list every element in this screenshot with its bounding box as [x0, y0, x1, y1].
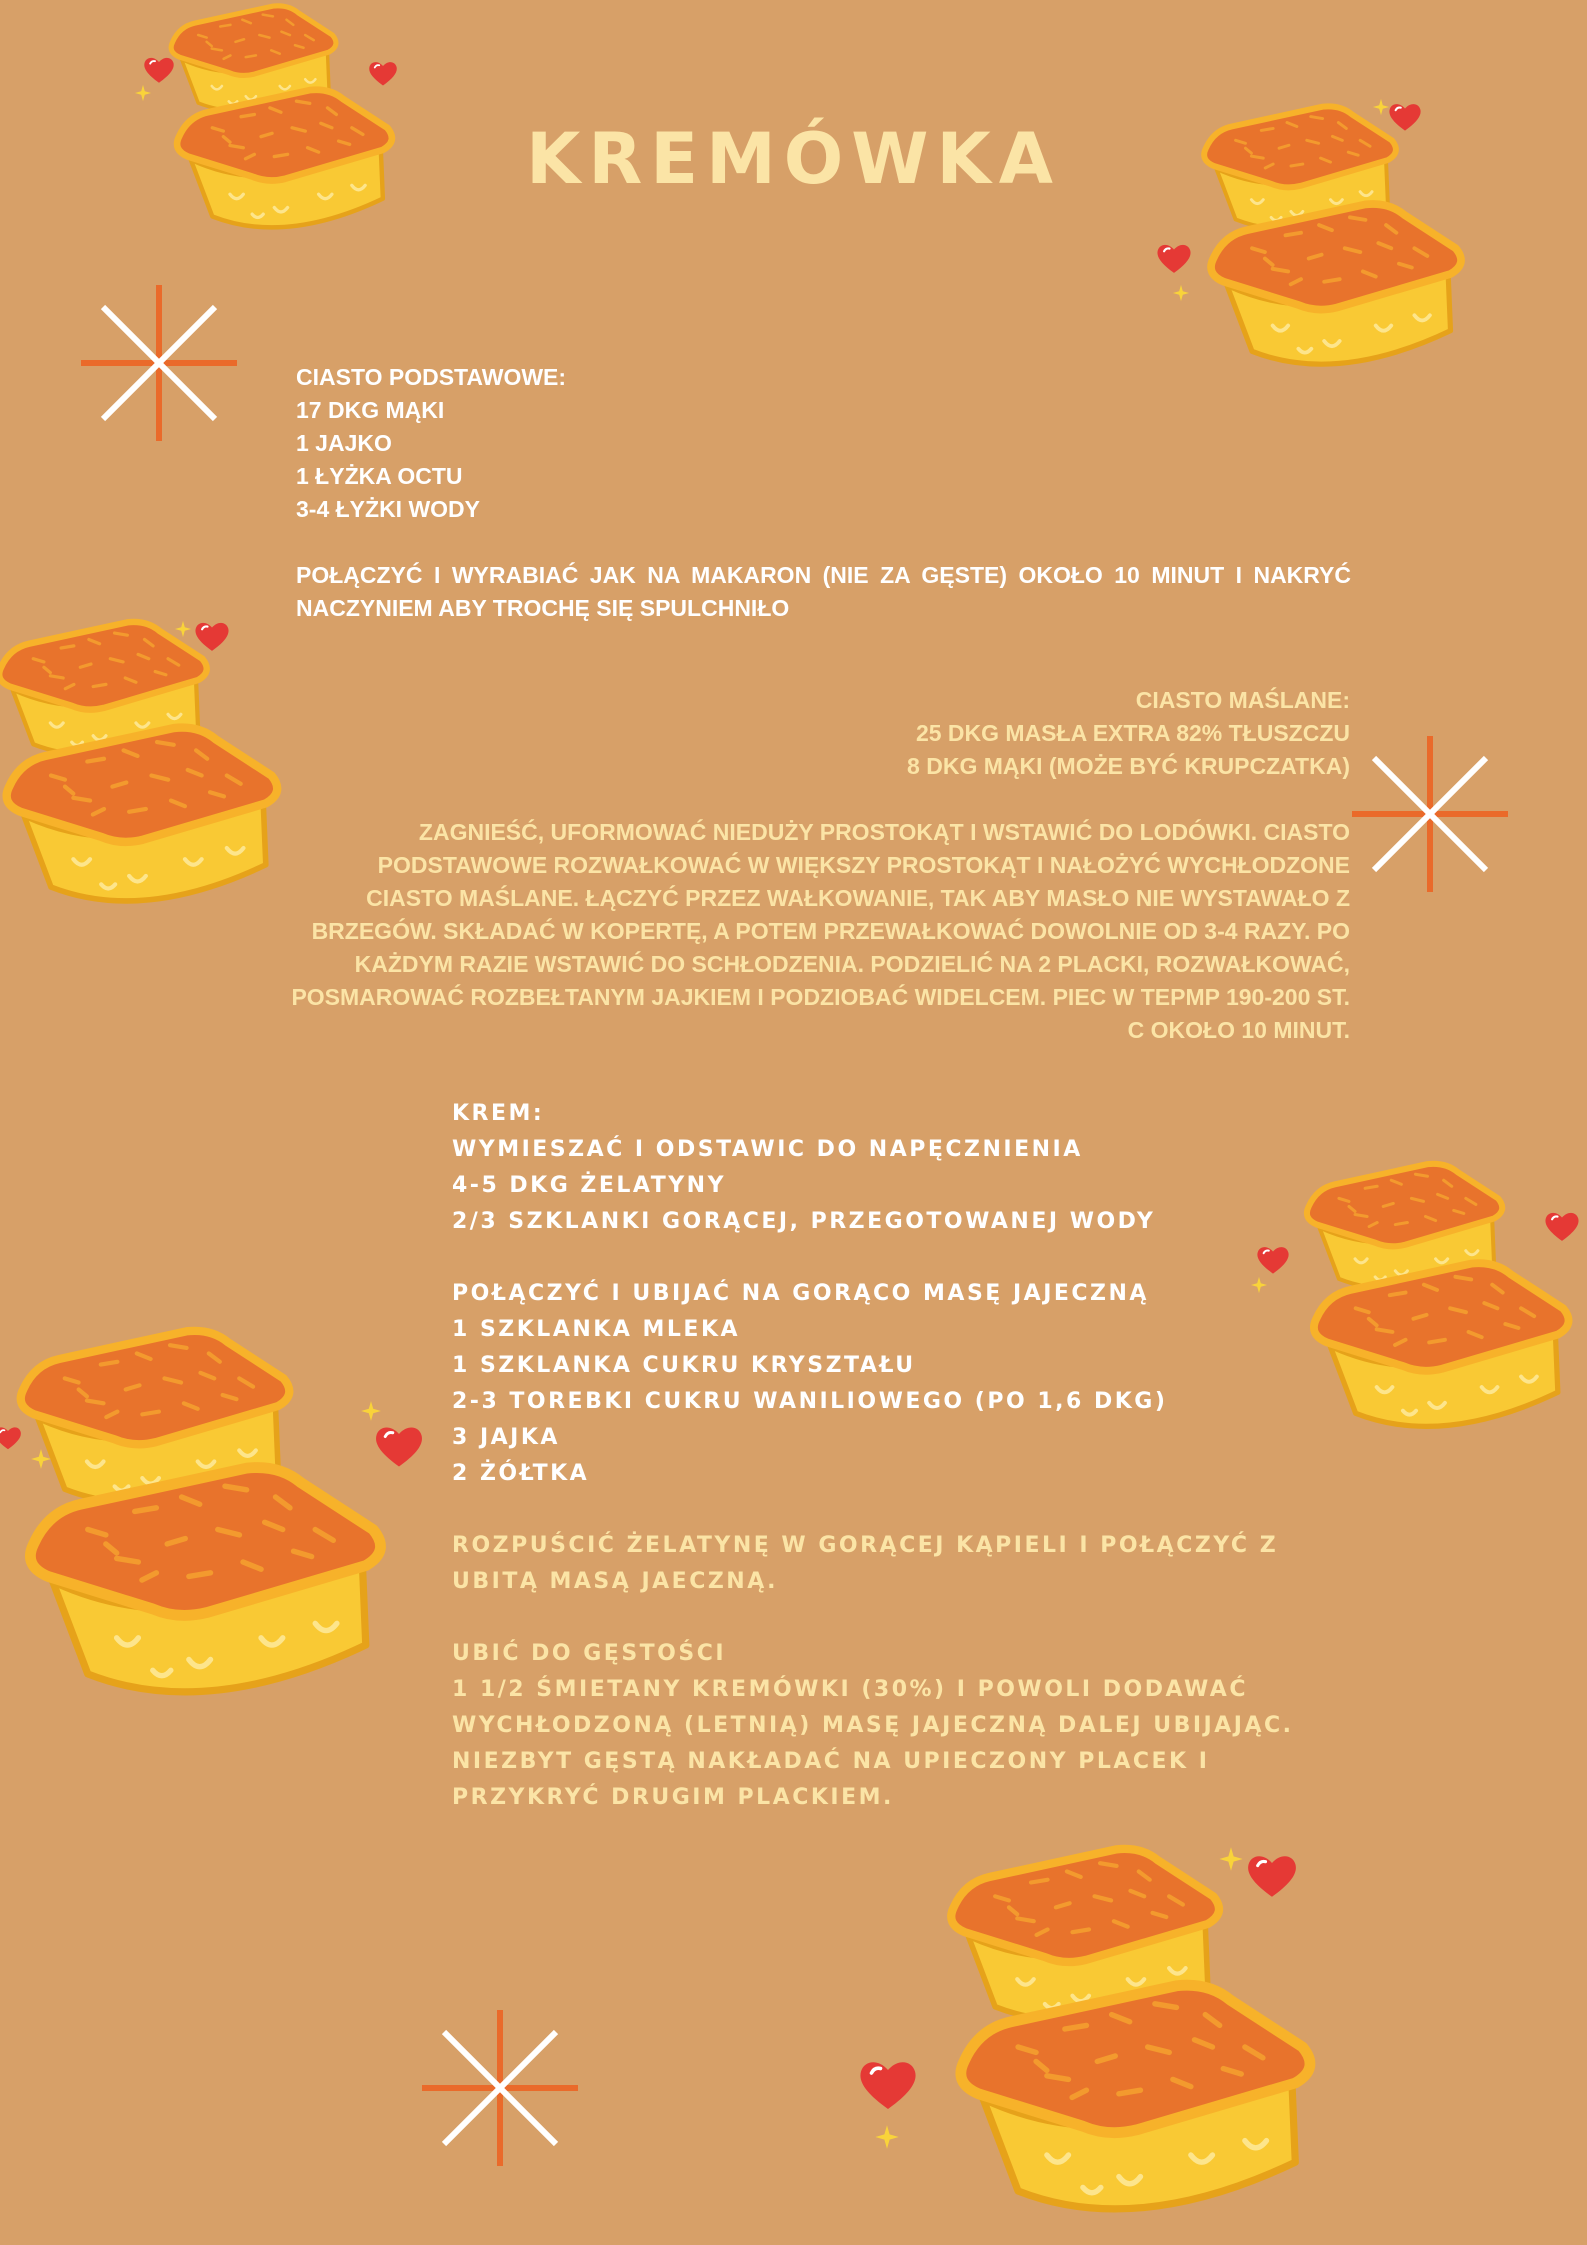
ingredient-item: 1 JAJKO — [296, 430, 392, 456]
instruction-line: WYMIESZAĆ I ODSTAWIC DO NAPĘCZNIENIA — [452, 1137, 1083, 1162]
ingredient-item: 1 SZKLANKA MLEKA — [452, 1317, 741, 1342]
heart-icon — [858, 2058, 918, 2112]
cream-section — [452, 1096, 1293, 1816]
section-heading: KREM: — [452, 1101, 545, 1126]
ingredient-item: 4-5 DKG ŻELATYNY — [452, 1173, 727, 1198]
ingredient-item: 8 DKG MĄKI (MOŻE BYĆ KRUPCZATKA) — [907, 753, 1350, 779]
instruction-line: ROZPUŚCIĆ ŻELATYNĘ W GORĄCEJ KĄPIELI I POŁĄCZYĆ Z — [452, 1533, 1279, 1558]
section-heading: CIASTO MAŚLANE: — [1135, 687, 1350, 713]
instruction-line: UBIĆ DO GĘSTOŚCI — [452, 1641, 727, 1666]
sparkle-icon — [360, 1400, 382, 1422]
page-title: KREMÓWKA — [526, 118, 1061, 200]
instruction-text: ZAGNIEŚĆ, UFORMOWAĆ NIEDUŻY PROSTOKĄT I WSTAWIĆ DO LODÓWKI. CIASTO PODSTAWOWE ROZWAŁKOWAĆ W WIĘKSZY PROSTOKĄT I NAŁOŻYĆ WYCHŁODZONE CIASTO MAŚLANE. ŁĄCZYĆ PRZEZ WAŁKOWANIE, TAK ABY MASŁO NIE WYSTAWAŁO Z BRZEGÓW. SKŁADAĆ W KOPERTĘ, A POTEM PRZEWAŁKOWAĆ DOWOLNIE OD 3-4 RAZY. PO KAŻDYM RAZIE WSTAWIĆ DO SCHŁODZENIA. PODZIELIĆ NA 2 PLACKI, ROZWAŁKOWAĆ, POSMAROWAĆ ROZBEŁTANYM JAJKIEM I PODZIOBAĆ WIDELCEM. PIEC W TEPMP 190-200 ST. C OKOŁO 10 MINUT. — [291, 819, 1350, 1043]
heart-icon — [194, 620, 230, 653]
section-heading: CIASTO PODSTAWOWE: — [296, 364, 567, 390]
cream-cake-icon — [0, 1290, 410, 1760]
cream-cake-icon — [850, 1840, 1390, 2245]
sparkle-icon — [134, 84, 152, 102]
heart-icon — [368, 60, 398, 87]
ingredient-item: 2 ŻÓŁTKA — [452, 1461, 590, 1486]
instruction-line: PRZYKRYĆ DRUGIM PLACKIEM. — [452, 1785, 894, 1810]
instruction-line: NIEZBYT GĘSTĄ NAKŁADAĆ NA UPIECZONY PLACEK I — [452, 1749, 1210, 1774]
sparkle-icon — [1372, 98, 1390, 116]
ingredient-item: 3-4 ŁYŻKI WODY — [296, 496, 481, 522]
starburst-icon — [420, 2008, 580, 2168]
instruction-line: WYCHŁODZONĄ (LETNIĄ) MASĘ JAJECZNĄ DALEJ UBIJAJĄC. — [452, 1713, 1294, 1738]
basic-dough-section — [296, 361, 1351, 625]
butter-dough-section — [290, 684, 1350, 1047]
instruction-line: UBITĄ MASĄ JAECZNĄ. — [452, 1569, 779, 1594]
instruction-text: POŁĄCZYĆ I WYRABIAĆ JAK NA MAKARON (NIE ZA GĘSTE) OKOŁO 10 MINUT I NAKRYĆ NACZYNIEM ABY TROCHĘ SIĘ SPULCHNIŁO — [296, 562, 1351, 621]
starburst-icon — [79, 283, 239, 443]
heart-icon — [0, 1414, 22, 1462]
instruction-line: 1 1/2 ŚMIETANY KREMÓWKI (30%) I POWOLI DODAWAĆ — [452, 1677, 1248, 1702]
ingredient-item: 2/3 SZKLANKI GORĄCEJ, PRZEGOTOWANEJ WODY — [452, 1209, 1156, 1234]
sparkle-icon — [874, 2124, 900, 2150]
ingredient-item: 2-3 TOREBKI CUKRU WANILIOWEGO (PO 1,6 DKG) — [452, 1389, 1168, 1414]
cream-cake-icon — [1270, 1140, 1587, 1470]
ingredient-item: 3 JAJKA — [452, 1425, 560, 1450]
ingredient-item: 1 ŁYŻKA OCTU — [296, 463, 463, 489]
starburst-icon — [1350, 734, 1510, 894]
heart-icon — [1544, 1210, 1580, 1243]
heart-icon — [1156, 242, 1192, 275]
heart-icon — [143, 55, 175, 85]
sparkle-icon — [174, 620, 192, 638]
ingredient-item: 25 DKG MASŁA EXTRA 82% TŁUSZCZU — [915, 720, 1350, 746]
ingredient-item: 1 SZKLANKA CUKRU KRYSZTAŁU — [452, 1353, 916, 1378]
sparkle-icon — [1218, 1846, 1244, 1872]
sparkle-icon — [30, 1448, 52, 1470]
heart-icon — [1246, 1852, 1298, 1900]
sparkle-icon — [1172, 284, 1190, 302]
cream-cake-icon — [0, 612, 300, 932]
heart-icon — [374, 1424, 424, 1469]
instruction-line: POŁĄCZYĆ I UBIJAĆ NA GORĄCO MASĘ JAJECZNĄ — [452, 1281, 1149, 1306]
ingredient-item: 17 DKG MĄKI — [296, 397, 445, 423]
